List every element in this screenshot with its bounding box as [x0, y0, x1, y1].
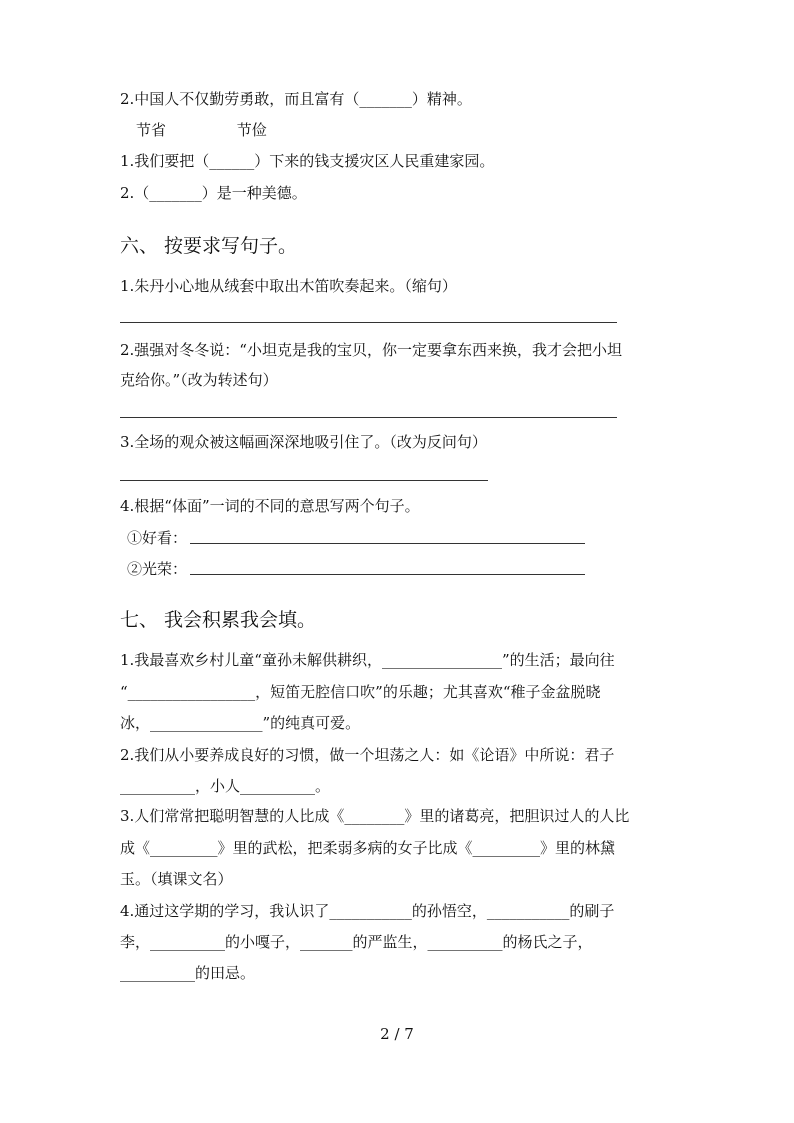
question-line: __________，小人__________。 [120, 777, 331, 795]
question-line: 4.通过这学期的学习，我认识了___________的孙悟空，___________的刷子 [120, 902, 615, 920]
question-line: 1.朱丹小心地从绒套中取出木笛吹奏起来。（缩句） [120, 277, 457, 295]
answer-line[interactable] [190, 574, 585, 575]
question-line: 3.全场的观众被这幅画深深地吸引住了。（改为反问句） [120, 433, 487, 451]
question-line: 克给你。”（改为转述句） [120, 371, 278, 389]
word-choice-pair [120, 120, 267, 140]
sub-question-label: ②光荣： [127, 560, 188, 578]
question-line: 成《_________》里的武松，把柔弱多病的女子比成《_________》里的林黛 [120, 839, 616, 857]
question-line: “_________________，短笛无腔信口吹”的乐趣；尤其喜欢“稚子金盆脱晓 [120, 683, 601, 701]
question-line: 2.（_______）是一种美德。 [120, 184, 307, 202]
question-line: 2.强强对冬冬说：“小坦克是我的宝贝，你一定要拿东西来换，我才会把小坦 [120, 341, 622, 359]
answer-line[interactable] [120, 417, 617, 418]
question-line: 3.人们常常把聪明智慧的人比成《________》里的诸葛亮，把胆识过人的人比 [120, 807, 630, 825]
question-line: 冰，_______________”的纯真可爱。 [120, 714, 361, 732]
question-line: 1.我最喜欢乡村儿童“童孙未解供耕织，________________”的生活；最向往 [120, 651, 615, 669]
word-choice: 节省 [136, 121, 167, 139]
section-heading: 七、 我会积累我会填。 [120, 609, 317, 631]
answer-line[interactable] [120, 480, 488, 481]
section-heading: 六、 按要求写句子。 [120, 235, 298, 257]
answer-line[interactable] [190, 543, 585, 544]
word-choice: 节俭 [236, 121, 267, 139]
question-line: 2.我们从小要养成良好的习惯，做一个坦荡之人：如《论语》中所说：君子 [120, 746, 615, 764]
page-number: 2 / 7 [380, 1025, 414, 1043]
question-line: 4.根据“体面”一词的不同的意思写两个句子。 [120, 497, 420, 515]
question-line: 1.我们要把（______）下来的钱支援灾区人民重建家园。 [120, 152, 495, 170]
question-line: 2.中国人不仅勤劳勇敢，而且富有（_______）精神。 [120, 90, 472, 108]
question-line: 玉。（填课文名） [120, 870, 233, 888]
question-line: __________的田忌。 [120, 964, 256, 982]
answer-line[interactable] [120, 322, 617, 323]
sub-question-label: ①好看： [127, 529, 188, 547]
question-line: 李，__________的小嘎子，_______的严监生，__________的杨氏之子， [120, 933, 593, 951]
